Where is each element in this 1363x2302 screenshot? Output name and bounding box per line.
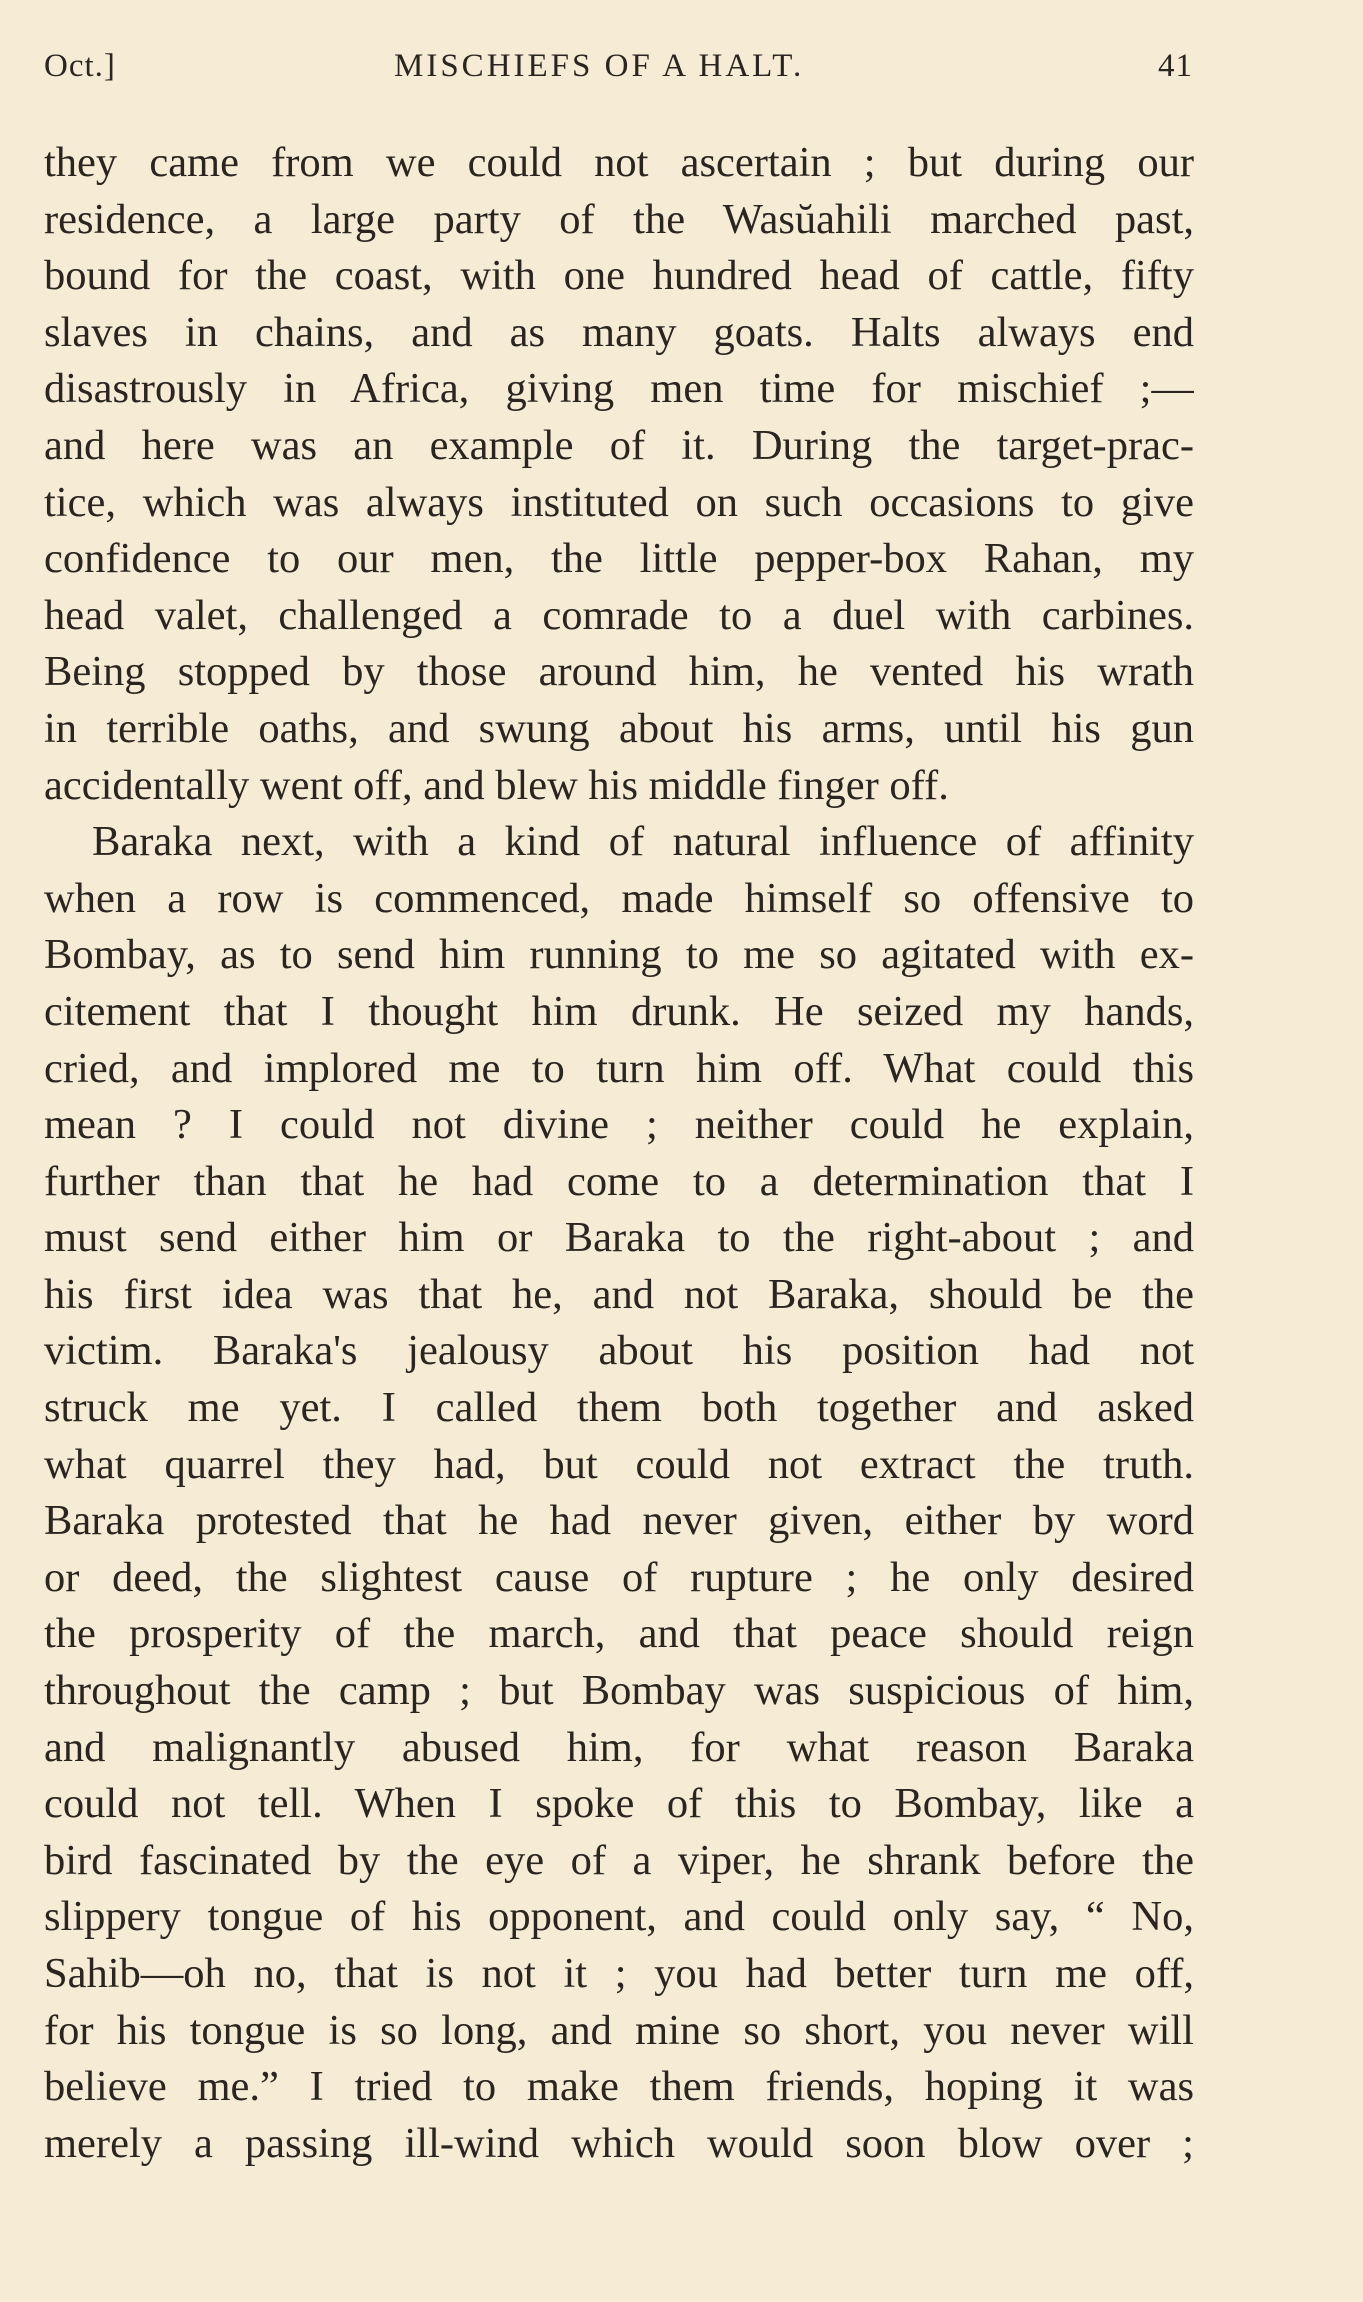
text-line: and here was an example of it. During the target-prac- — [44, 421, 1194, 469]
text-line: believe me.” I tried to make them friends, hoping it was — [44, 2063, 1194, 2111]
text-line: struck me yet. I called them both together and asked — [44, 1384, 1194, 1432]
text-line: what quarrel they had, but could not extract the truth. — [44, 1440, 1194, 1488]
text-line: Bombay, as to send him running to me so agitated with ex- — [44, 931, 1194, 979]
text-line: slaves in chains, and as many goats. Halts always end — [44, 308, 1194, 356]
text-line: for his tongue is so long, and mine so short, you never will — [44, 2006, 1194, 2054]
text-line: mean ? I could not divine ; neither could he explain, — [44, 1101, 1194, 1149]
text-line: victim. Baraka's jealousy about his position had not — [44, 1327, 1194, 1375]
text-line: his first idea was that he, and not Baraka, should be the — [44, 1270, 1194, 1318]
running-header — [44, 48, 1193, 98]
text-line: tice, which was always instituted on such occasions to give — [44, 478, 1194, 526]
text-line: Sahib—oh no, that is not it ; you had better turn me off, — [44, 1950, 1194, 1997]
text-line: Baraka protested that he had never given, either by word — [44, 1497, 1194, 1545]
body-text — [44, 135, 1194, 2172]
text-line: disastrously in Africa, giving men time for mischief ;— — [44, 365, 1194, 413]
page-number: 41 — [1158, 48, 1193, 84]
text-line: further than that he had come to a determination that I — [44, 1157, 1194, 1205]
text-line: confidence to our men, the little pepper-box Rahan, my — [44, 535, 1194, 583]
text-line: cried, and implored me to turn him off. What could this — [44, 1044, 1194, 1092]
header-month: Oct.] — [44, 48, 116, 84]
text-line: in terrible oaths, and swung about his arms, until his gun — [44, 704, 1194, 752]
text-line: accidentally went off, and blew his middle finger off. — [44, 761, 949, 809]
text-line: merely a passing ill-wind which would soon blow over ; — [44, 2119, 1194, 2167]
text-line: and malignantly abused him, for what reason Baraka — [44, 1723, 1194, 1771]
text-line: or deed, the slightest cause of rupture ; he only desired — [44, 1553, 1194, 1601]
text-line: citement that I thought him drunk. He seized my hands, — [44, 987, 1194, 1035]
header-title: MISCHIEFS OF A HALT. — [394, 48, 805, 84]
text-line: they came from we could not ascertain ; but during our — [44, 139, 1194, 186]
text-line: bound for the coast, with one hundred head of cattle, fifty — [44, 252, 1194, 300]
text-line: slippery tongue of his opponent, and could only say, “ No, — [44, 1893, 1194, 1941]
paragraph-start-line: Baraka next, with a kind of natural influence of affinity — [92, 818, 1194, 866]
text-line: could not tell. When I spoke of this to Bombay, like a — [44, 1780, 1194, 1828]
text-line: bird fascinated by the eye of a viper, he shrank before the — [44, 1836, 1194, 1884]
text-line: must send either him or Baraka to the right-about ; and — [44, 1214, 1194, 1262]
text-line: the prosperity of the march, and that peace should reign — [44, 1610, 1194, 1658]
text-line: residence, a large party of the Wasŭahili marched past, — [44, 195, 1194, 243]
text-line: head valet, challenged a comrade to a duel with carbines. — [44, 591, 1194, 639]
text-line: Being stopped by those around him, he vented his wrath — [44, 648, 1194, 696]
text-line: throughout the camp ; but Bombay was suspicious of him, — [44, 1667, 1194, 1715]
text-line: when a row is commenced, made himself so offensive to — [44, 874, 1194, 922]
